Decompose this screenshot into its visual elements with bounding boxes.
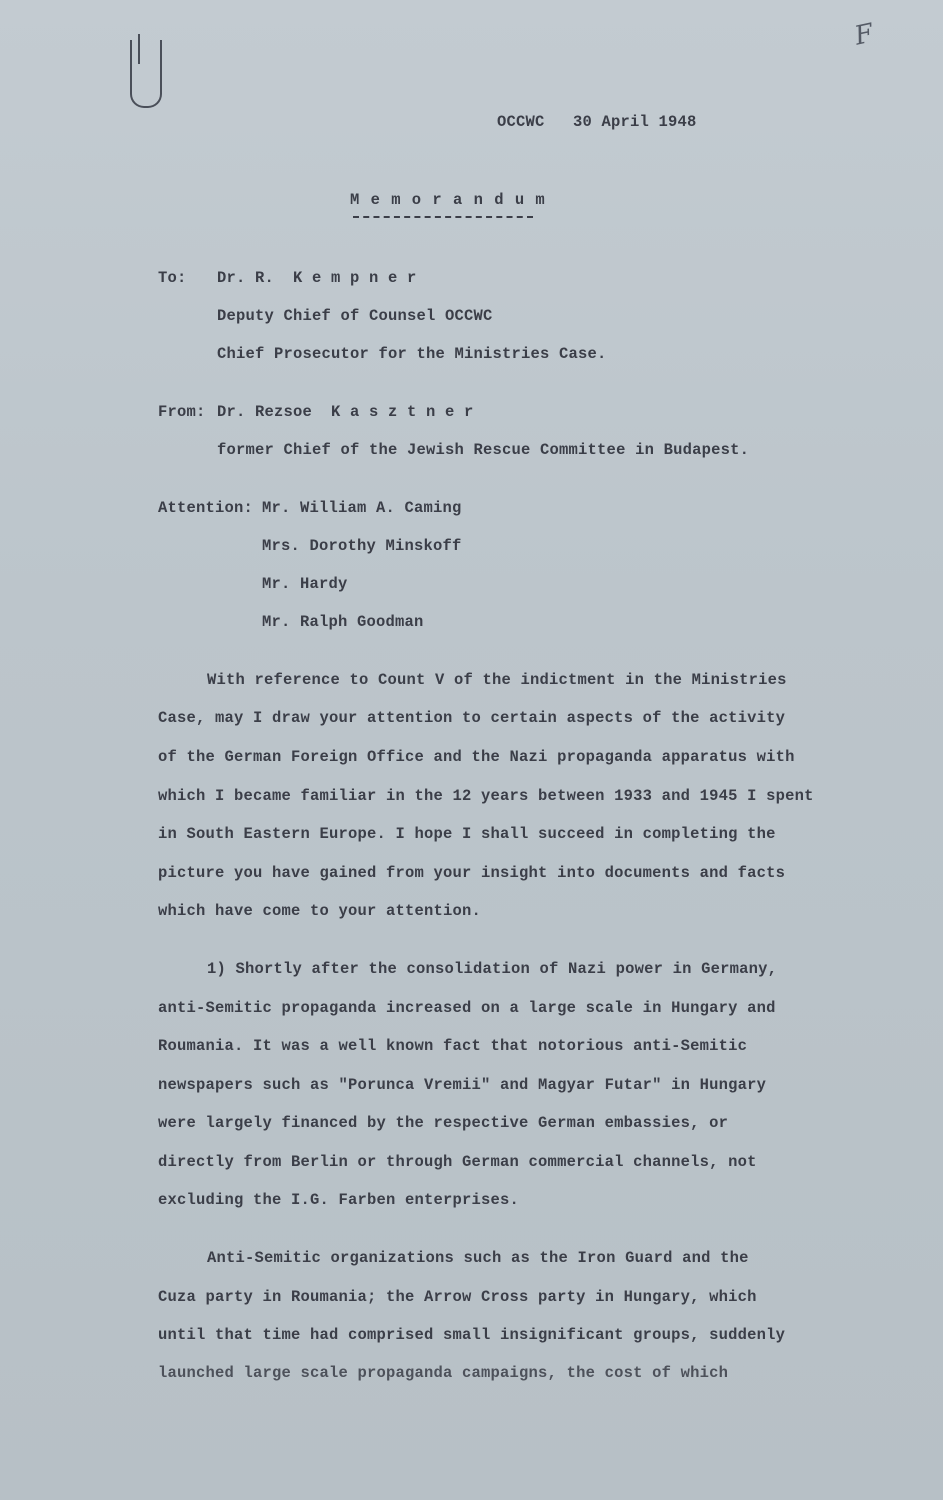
- attention-name: Mrs. Dorothy Minskoff: [262, 537, 462, 555]
- attention-name: Mr. William A. Caming: [262, 499, 462, 517]
- body-line: With reference to Count V of the indictment in the Ministries: [207, 671, 787, 689]
- body-line: in South Eastern Europe. I hope I shall succeed in completing the: [158, 825, 776, 843]
- body-line: anti-Semitic propaganda increased on a large scale in Hungary and: [158, 999, 776, 1017]
- from-line-role: former Chief of the Jewish Rescue Committee in Budapest.: [217, 441, 750, 459]
- header-reference: OCCWC 30 April 1948: [497, 113, 697, 131]
- from-line-name: Dr. Rezsoe K a s z t n e r: [217, 403, 474, 421]
- body-line: Roumania. It was a well known fact that notorious anti-Semitic: [158, 1037, 748, 1055]
- body-line: 1) Shortly after the consolidation of Nazi power in Germany,: [207, 960, 778, 978]
- to-line-role: Chief Prosecutor for the Ministries Case.: [217, 345, 607, 363]
- to-line-title: Deputy Chief of Counsel OCCWC: [217, 307, 493, 325]
- body-line: Case, may I draw your attention to certain aspects of the activity: [158, 709, 786, 727]
- to-line-name: Dr. R. K e m p n e r: [217, 269, 417, 287]
- body-line: Anti-Semitic organizations such as the Iron Guard and the: [207, 1249, 749, 1267]
- body-line: excluding the I.G. Farben enterprises.: [158, 1191, 520, 1209]
- body-line: launched large scale propaganda campaigns, the cost of which: [158, 1364, 729, 1382]
- body-line: which I became familiar in the 12 years between 1933 and 1945 I spent: [158, 787, 814, 805]
- body-line: directly from Berlin or through German commercial channels, not: [158, 1153, 757, 1171]
- attention-name: Mr. Hardy: [262, 575, 348, 593]
- body-line: until that time had comprised small insignificant groups, suddenly: [158, 1326, 786, 1344]
- body-line: Cuza party in Roumania; the Arrow Cross party in Hungary, which: [158, 1288, 757, 1306]
- title-underline: [353, 216, 533, 218]
- from-label: From:: [158, 403, 206, 421]
- corner-annotation: F: [852, 18, 876, 52]
- attention-name: Mr. Ralph Goodman: [262, 613, 424, 631]
- body-line: were largely financed by the respective German embassies, or: [158, 1114, 729, 1132]
- body-line: newspapers such as "Porunca Vremii" and Magyar Futar" in Hungary: [158, 1076, 767, 1094]
- attention-label: Attention:: [158, 499, 254, 517]
- body-line: picture you have gained from your insight into documents and facts: [158, 864, 786, 882]
- margin-bracket-mark: [130, 40, 162, 108]
- to-label: To:: [158, 269, 187, 287]
- memo-title: M e m o r a n d u m: [350, 191, 546, 209]
- body-line: which have come to your attention.: [158, 902, 482, 920]
- body-line: of the German Foreign Office and the Nazi propaganda apparatus with: [158, 748, 795, 766]
